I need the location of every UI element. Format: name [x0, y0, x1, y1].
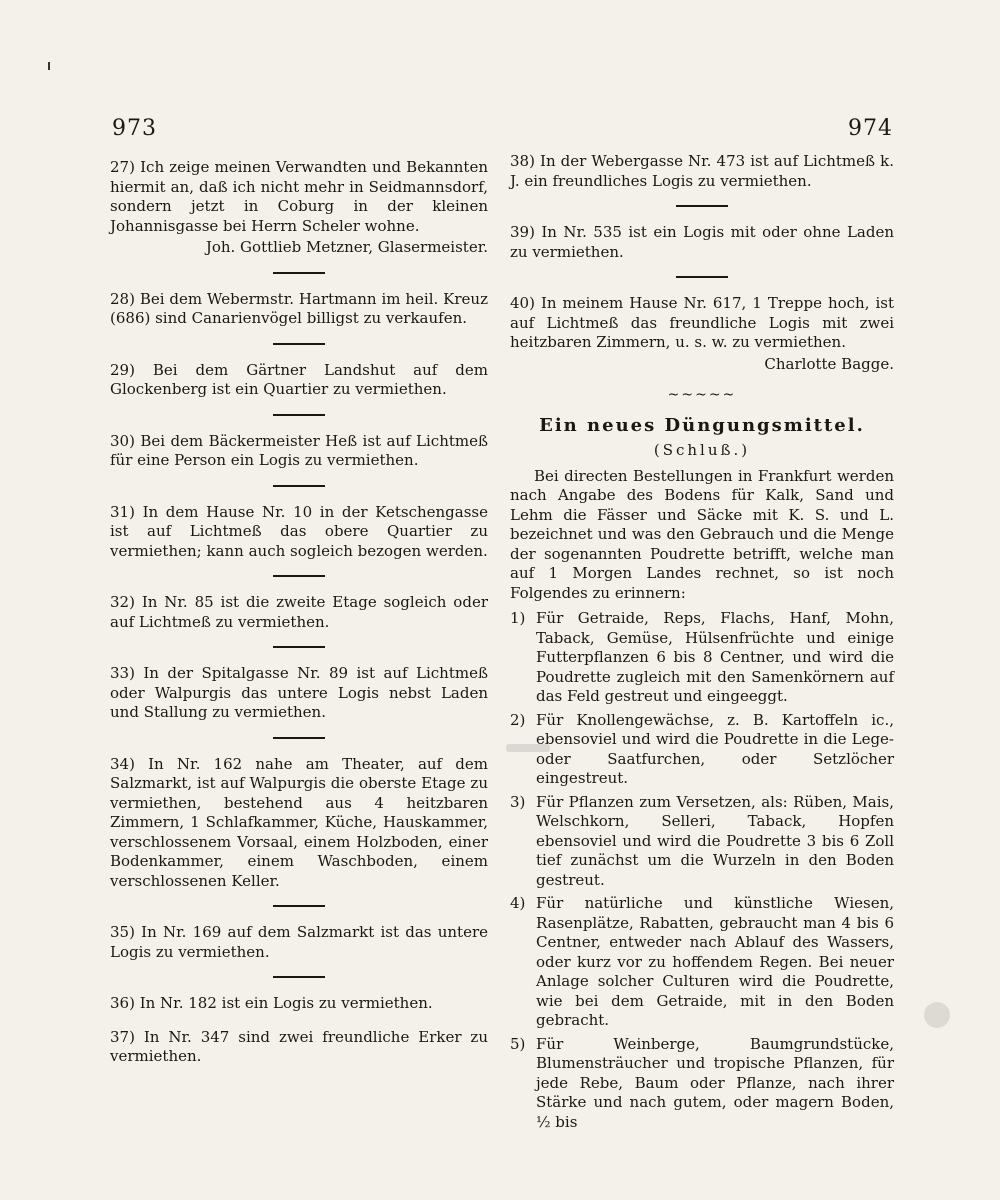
list-item: [510, 793, 894, 891]
page-number-right: 974: [848, 116, 893, 141]
announcement: 33) In der Spitalgasse Nr. 89 ist auf Lichtmeß oder Walpurgis das untere Logis nebst Laden und Stallung zu vermiethen.: [110, 664, 488, 721]
list-item-text: Für Getraide, Reps, Flachs, Hanf, Mohn, Taback, Gemüse, Hülsenfrüchte und einige Futterpflanzen 6 bis 8 Centner, und wird die Poudrette zugleich mit den Samenkörnern auf das Feld gestreut und eingeeggt.: [536, 609, 894, 705]
announcement: 40) In meinem Hause Nr. 617, 1 Treppe hoch, ist auf Lichtmeß das freundliche Logis mit zwei heitzbaren Zimmern, u. s. w. zu vermiethen.: [510, 294, 894, 351]
margin-mark: [48, 62, 50, 70]
announcement: 27) Ich zeige meinen Verwandten und Bekannten hiermit an, daß ich nicht mehr in Seidmannsdorf, sondern jetzt in Coburg in der kleinen Johannisgasse bei Herrn Scheler wohne.: [110, 158, 488, 235]
separator-rule: [273, 272, 325, 274]
list-item-number: 4): [510, 894, 526, 912]
list-item-text: Für natürliche und künstliche Wiesen, Rasenplätze, Rabatten, gebraucht man 4 bis 6 Centner, entweder nach Ablauf des Wassers, oder kurz vor zu hoffendem Regen. Bei neuer Anlage solcher Culturen wird die Poudrette, wie bei dem Getraide, mit in den Boden gebracht.: [536, 894, 894, 1029]
announcement: 37) In Nr. 347 sind zwei freundliche Erker zu vermiethen.: [110, 1027, 488, 1065]
left-column: [110, 158, 488, 1067]
list-item: [510, 711, 894, 789]
announcement: 39) In Nr. 535 ist ein Logis mit oder ohne Laden zu vermiethen.: [510, 223, 894, 261]
list-item-number: 1): [510, 609, 526, 627]
paper-stain: [924, 1002, 950, 1028]
article-subtitle: (Schluß.): [653, 441, 751, 459]
announcement: 34) In Nr. 162 nahe am Theater, auf dem Salzmarkt, ist auf Walpurgis die oberste Etage zu vermiethen, bestehend aus 4 heitzbaren Zimmern, 1 Schlafkammer, Küche, Hauskammer, verschlossenem Vorsaal, einem Holzboden, einer Bodenkammer, einem Waschboden, einem verschlossenen Keller.: [110, 754, 488, 890]
signature: Joh. Gottlieb Metzner, Glasermeister.: [205, 238, 488, 256]
separator-rule: [676, 205, 728, 207]
separator-rule: [273, 414, 325, 416]
separator-rule: [273, 976, 325, 978]
separator-rule: [676, 276, 728, 278]
separator-rule: [273, 343, 325, 345]
list-item-text: Für Pflanzen zum Versetzen, als: Rüben, Mais, Welschkorn, Selleri, Taback, Hopfen ebensoviel und wird die Poudrette 3 bis 6 Zoll tief zunächst um die Wurzeln in den Boden gestreut.: [536, 792, 894, 889]
list-item: [510, 894, 894, 1031]
separator-rule: [273, 646, 325, 648]
article-title: Ein neues Düngungsmittel.: [539, 414, 865, 436]
announcement: 36) In Nr. 182 ist ein Logis zu vermiethen.: [110, 994, 433, 1012]
right-column: [510, 152, 894, 1136]
article-intro: Bei directen Bestellungen in Frankfurt werden nach Angabe des Bodens für Kalk, Sand und Lehm die Fässer und Säcke mit K. S. und L. bezeichnet und was den Gebrauch und die Menge der sogenannten Poudrette betrifft, welche man auf 1 Morgen Landes rechnet, so ist noch Folgendes zu erinnern:: [510, 466, 894, 602]
announcement: 30) Bei dem Bäckermeister Heß ist auf Lichtmeß für eine Person ein Logis zu vermiethen.: [110, 431, 488, 469]
article-list: [510, 609, 894, 1132]
announcement: 35) In Nr. 169 auf dem Salzmarkt ist das untere Logis zu vermiethen.: [110, 923, 488, 961]
list-item-text: Für Weinberge, Baumgrundstücke, Blumensträucher und tropische Pflanzen, für jede Rebe, Baum oder Pflanze, nach ihrer Stärke und nach gutem, oder magern Boden, ½ bis: [536, 1034, 894, 1131]
announcement: 38) In der Webergasse Nr. 473 ist auf Lichtmeß k. J. ein freundliches Logis zu vermiethen.: [510, 152, 894, 190]
list-item-number: 2): [510, 710, 526, 729]
separator-rule: [273, 737, 325, 739]
separator-rule: [273, 575, 325, 577]
wavy-separator: ~~~~~: [667, 387, 737, 403]
list-item: [510, 1035, 894, 1133]
announcement: 32) In Nr. 85 ist die zweite Etage sogleich oder auf Lichtmeß zu vermiethen.: [110, 593, 488, 631]
announcement: 29) Bei dem Gärtner Landshut auf dem Glockenberg ist ein Quartier zu vermiethen.: [110, 360, 488, 398]
list-item-text: Für Knollengewächse, z. B. Kartoffeln ic., ebensoviel und wird die Poudrette in die Lege- oder Saatfurchen, oder Setzlöcher eingestreut.: [536, 710, 894, 787]
list-item-number: 3): [510, 792, 526, 811]
list-item-number: 5): [510, 1034, 526, 1053]
page-number-left: 973: [112, 116, 157, 141]
announcement: 28) Bei dem Webermstr. Hartmann im heil. Kreuz (686) sind Canarienvögel billigst zu verkaufen.: [110, 289, 488, 327]
separator-rule: [273, 905, 325, 907]
signature: Charlotte Bagge.: [764, 354, 894, 373]
list-item: [510, 609, 894, 707]
separator-rule: [273, 485, 325, 487]
announcement: 31) In dem Hause Nr. 10 in der Ketschengasse ist auf Lichtmeß das obere Quartier zu vermiethen; kann auch sogleich bezogen werden.: [110, 502, 488, 560]
